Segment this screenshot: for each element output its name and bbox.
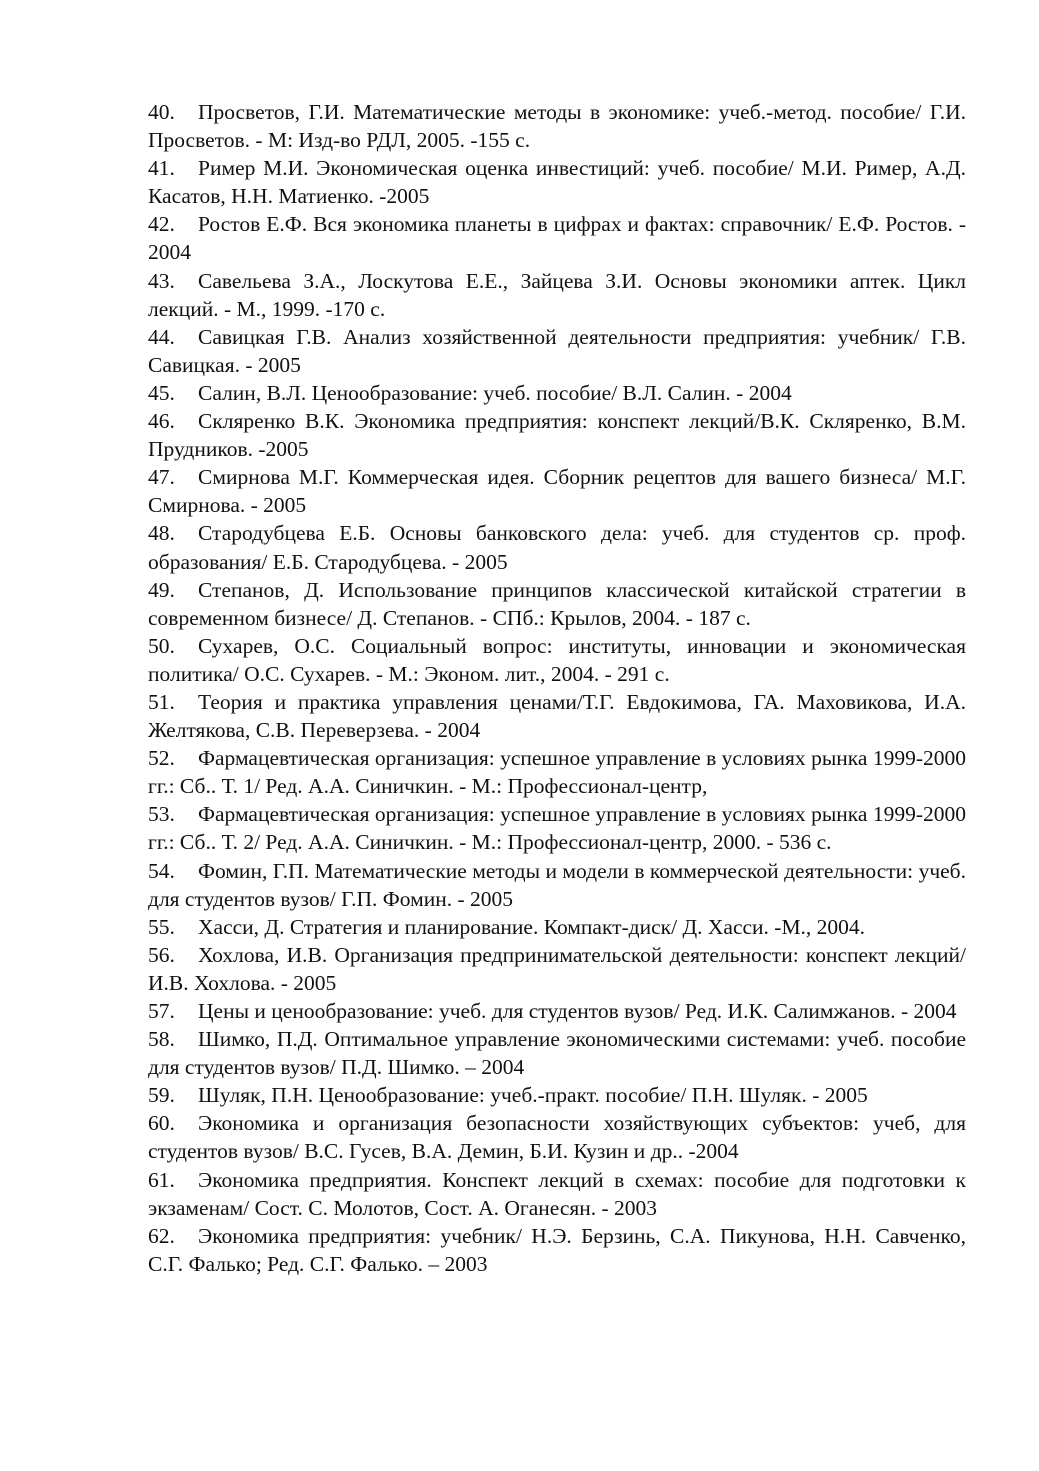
bibliography-entry	[148, 519, 966, 575]
entry-number: 59.	[148, 1083, 175, 1108]
bibliography-entry	[148, 407, 966, 463]
entry-number: 47.	[148, 465, 175, 490]
entry-text: Теория и практика управления ценами/Т.Г. Евдокимова, ГА. Маховикова, И.А. Желтякова, С.В. Переверзева. - 2004	[148, 689, 966, 743]
entry-text: Фармацевтическая организация: успешное управление в условиях рынка 1999-2000 гг.: Сб.. Т. 2/ Ред. А.А. Синичкин. - М.: Профессионал-центр, 2000. - 536 с.	[148, 802, 966, 855]
bibliography-entry	[148, 941, 966, 997]
entry-number: 53.	[148, 802, 175, 827]
entry-text: Скляренко В.К. Экономика предприятия: конспект лекций/В.К. Скляренко, В.М. Прудников. -2005	[148, 409, 966, 462]
bibliography-entry	[148, 857, 966, 913]
entry-number: 58.	[148, 1027, 175, 1052]
entry-text: Хохлова, И.В. Организация предпринимательской деятельности: конспект лекций/ И.В. Хохлова. - 2005	[148, 942, 966, 995]
bibliography-entry	[148, 1025, 966, 1081]
entry-text: Шимко, П.Д. Оптимальное управление экономическими системами: учеб. пособие для студентов вузов/ П.Д. Шимко. – 2004	[148, 1027, 966, 1080]
entry-number: 61.	[148, 1167, 175, 1192]
entry-number: 43.	[148, 268, 175, 293]
bibliography-entry	[148, 323, 966, 379]
entry-number: 45.	[148, 380, 175, 405]
entry-number: 46.	[148, 409, 175, 434]
entry-text: Хасси, Д. Стратегия и планирование. Компакт-диск/ Д. Хасси. -М., 2004.	[198, 914, 866, 939]
entry-number: 41.	[148, 156, 175, 181]
entry-number: 44.	[148, 324, 175, 349]
bibliography-entry	[148, 632, 966, 688]
bibliography-entry	[148, 997, 966, 1025]
entry-number: 55.	[148, 914, 175, 939]
entry-text: Салин, В.Л. Ценообразование: учеб. пособие/ В.Л. Салин. - 2004	[198, 380, 792, 405]
bibliography-entry	[148, 379, 966, 407]
entry-text: Фармацевтическая организация: успешное управление в условиях рынка 1999-2000 гг.: Сб.. Т. 1/ Ред. А.А. Синичкин. - М.: Профессионал-центр,	[148, 746, 966, 799]
entry-text: Ример М.И. Экономическая оценка инвестиций: учеб. пособие/ М.И. Ример, А.Д. Касатов, Н.Н. Матиенко. -2005	[148, 156, 966, 209]
entry-number: 57.	[148, 999, 175, 1023]
entry-number: 42.	[148, 212, 175, 237]
bibliography-entry	[148, 1166, 966, 1222]
bibliography-entry	[148, 913, 966, 941]
entry-text: Ростов Е.Ф. Вся экономика планеты в цифрах и фактах: справочник/ Е.Ф. Ростов. - 2004	[148, 212, 966, 265]
bibliography-entry	[148, 98, 966, 154]
entry-number: 40.	[148, 100, 175, 124]
entry-text: Цены и ценообразование: учеб. для студентов вузов/ Ред. И.К. Салимжанов. - 2004	[198, 999, 957, 1023]
entry-number: 54.	[148, 858, 175, 883]
entry-number: 60.	[148, 1111, 175, 1136]
bibliography-entry	[148, 1222, 966, 1278]
entry-number: 56.	[148, 942, 175, 967]
entry-text: Экономика и организация безопасности хозяйствующих субъектов: учеб, для студентов вузов/ В.С. Гусев, В.А. Демин, Б.И. Кузин и др.. -2004	[148, 1111, 966, 1164]
entry-text: Просветов, Г.И. Математические методы в экономике: учеб.-метод. пособие/ Г.И. Просветов. - М: Изд-во РДЛ, 2005. -155 с.	[148, 100, 966, 153]
entry-text: Стародубцева Е.Б. Основы банковского дела: учеб. для студентов ср. проф. образования/ Е.Б. Стародубцева. - 2005	[148, 521, 966, 574]
bibliography-entry	[148, 576, 966, 632]
entry-text: Шуляк, П.Н. Ценообразование: учеб.-практ. пособие/ П.Н. Шуляк. - 2005	[198, 1083, 868, 1108]
entry-text: Савицкая Г.В. Анализ хозяйственной деятельности предприятия: учебник/ Г.В. Савицкая. - 2005	[148, 324, 966, 377]
entry-text: Сухарев, О.С. Социальный вопрос: институты, инновации и экономическая политика/ О.С. Сухарев. - М.: Эконом. лит., 2004. - 291 с.	[148, 633, 966, 686]
entry-number: 51.	[148, 689, 175, 714]
bibliography-entry	[148, 154, 966, 210]
bibliography-list	[148, 98, 966, 1278]
bibliography-entry	[148, 210, 966, 266]
bibliography-entry	[148, 744, 966, 800]
entry-text: Степанов, Д. Использование принципов классической китайской стратегии в современном бизнесе/ Д. Степанов. - СПб.: Крылов, 2004. - 187 с.	[148, 577, 966, 630]
bibliography-entry	[148, 1109, 966, 1165]
entry-number: 50.	[148, 633, 175, 658]
entry-text: Экономика предприятия: учебник/ Н.Э. Берзинь, С.А. Пикунова, Н.Н. Савченко, С.Г. Фалько; Ред. С.Г. Фалько. – 2003	[148, 1223, 966, 1276]
entry-text: Экономика предприятия. Конспект лекций в схемах: пособие для подготовки к экзаменам/ Сост. С. Молотов, Сост. А. Оганесян. - 2003	[148, 1167, 966, 1220]
entry-number: 62.	[148, 1223, 175, 1248]
entry-number: 49.	[148, 577, 175, 602]
entry-text: Фомин, Г.П. Математические методы и модели в коммерческой деятельности: учеб. для студентов вузов/ Г.П. Фомин. - 2005	[148, 858, 966, 911]
entry-number: 52.	[148, 746, 175, 771]
bibliography-entry	[148, 800, 966, 856]
entry-text: Смирнова М.Г. Коммерческая идея. Сборник рецептов для вашего бизнеса/ М.Г. Смирнова. - 2005	[148, 465, 966, 518]
bibliography-entry	[148, 688, 966, 744]
entry-text: Савельева З.А., Лоскутова Е.Е., Зайцева З.И. Основы экономики аптек. Цикл лекций. - М., 1999. -170 с.	[148, 268, 966, 321]
bibliography-entry	[148, 1081, 966, 1109]
bibliography-entry	[148, 267, 966, 323]
bibliography-entry	[148, 463, 966, 519]
entry-number: 48.	[148, 521, 175, 546]
